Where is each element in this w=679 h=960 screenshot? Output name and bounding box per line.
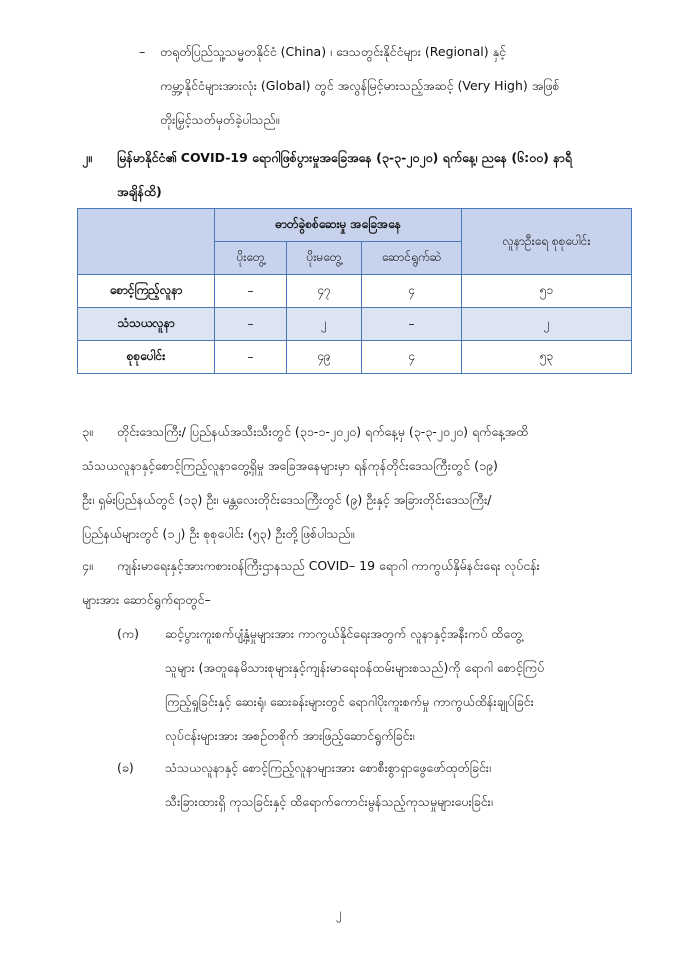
- negative-cell: ၂: [287, 308, 362, 341]
- negative-cell: ၄၉: [287, 341, 362, 374]
- section-2-number: ၂။: [82, 150, 92, 165]
- positive-cell: –: [215, 275, 287, 308]
- in-progress-header: ဆောင်ရွက်ဆဲ: [362, 242, 462, 275]
- total-patients-header: လူနာဦးရေ စုစုပေါင်း: [462, 209, 632, 275]
- positive-cell: –: [215, 341, 287, 374]
- in-progress-cell: ၄: [362, 275, 462, 308]
- table-row: [78, 308, 632, 341]
- row-label: စောင့်ကြည့်လူနာ: [78, 275, 215, 308]
- item-ka-line-3: ကြည့်ရှုခြင်းနှင့် ဆေးရုံ၊ ဆေးခန်းများတွင် ရောဂါပိုးကူးစက်မှု ကာကွယ်ထိန်းချုပ်ခြင်း: [165, 694, 534, 709]
- section-3-line-4: ပြည်နယ်များတွင် (၁၂) ဦး စုစုပေါင်း (၅၃) ဦးတို့ဖြစ်ပါသည်။: [82, 526, 355, 541]
- section-3-number: ၃။: [82, 424, 93, 439]
- section-2-heading-line-2: အချိန်ထိ): [117, 184, 162, 199]
- item-ka-line-1: ဆင့်ပွားကူးစက်ပျံ့နှံ့မှုများအား ကာကွယ်နိုင်ရေးအတွက် လူနာနှင့်အနီးကပ် ထိတွေ့: [165, 626, 523, 641]
- item-kha-line-1: သံသယလူနာနှင့် စောင့်ကြည့်လူနာများအား စောစီးစွာရှာဖွေဖော်ထုတ်ခြင်း၊: [165, 760, 491, 775]
- lab-test-status-header: ဓာတ်ခွဲစစ်ဆေးမှု အခြေအနေ: [215, 209, 462, 242]
- section-4-number: ၄။: [82, 558, 93, 573]
- section-3-line-2: သံသယလူနာနှင့်စောင့်ကြည့်လူနာတွေ့ရှိမှု အခြေအနေများမှာ ရန်ကုန်တိုင်းဒေသကြီးတွင် (၁၉): [82, 458, 498, 473]
- negative-header: ပိုးမတွေ့: [287, 242, 362, 275]
- bullet-line-2: ကမ္ဘာ့နိုင်ငံများအားလုံး (Global) တွင် အလွန်မြင့်မားသည့်အဆင့် (Very High) အဖြစ်: [160, 78, 560, 93]
- section-3-line-1: တိုင်းဒေသကြီး/ ပြည်နယ်အသီးသီးတွင် (၃၁-၁-၂၀၂၀) ရက်နေ့မှ (၃-၃-၂၀၂၀) ရက်နေ့အထိ: [117, 424, 529, 439]
- page-number: ၂: [336, 906, 342, 920]
- bullet-line-1: တရုတ်ပြည်သူ့သမ္မတနိုင်ငံ (China) ၊ ဒေသတွင်းနိုင်ငံများ (Regional) နှင့်: [160, 44, 506, 59]
- total-cell: ၅၃: [462, 341, 632, 374]
- positive-cell: –: [215, 308, 287, 341]
- table-row: [78, 341, 632, 374]
- section-4-line-2: များအား ဆောင်ရွက်ရာတွင်–: [82, 592, 211, 607]
- item-kha-line-2: သီးခြားထားရှိ ကုသခြင်းနှင့် ထိရောက်ကောင်းမွန်သည့်ကုသမှုများပေးခြင်း၊: [165, 794, 493, 809]
- item-ka-line-2: သူများ (အတူနေမိသားစုများနှင့်ကျန်းမာရေးဝန်ထမ်းများစသည်)ကို ရောဂါ စောင့်ကြပ်: [165, 660, 545, 675]
- bullet-dash: –: [139, 44, 146, 59]
- item-ka-line-4: လုပ်ငန်းများအား အစဉ်တစိုက် အားဖြည့်ဆောင်ရွက်ခြင်း၊: [165, 728, 415, 743]
- negative-cell: ၄၇: [287, 275, 362, 308]
- table-row: [78, 275, 632, 308]
- in-progress-cell: ၄: [362, 341, 462, 374]
- item-ka-marker: (က): [117, 626, 139, 641]
- bullet-line-3: တိုးမြှင့်သတ်မှတ်ခဲ့ပါသည်။: [160, 112, 280, 127]
- row-label: စုစုပေါင်း: [78, 341, 215, 374]
- section-2-heading-line-1: မြန်မာနိုင်ငံ၏ COVID-19 ရောဂါဖြစ်ပွားမှုအခြေအနေ (၃-၃-၂၀၂၀) ရက်နေ့၊ ညနေ (၆:၀၀) နာရီ: [117, 150, 573, 165]
- covid-status-table: [77, 208, 632, 374]
- item-kha-marker: (ခ): [117, 760, 134, 775]
- positive-header: ပိုးတွေ့: [215, 242, 287, 275]
- table-header-row: [78, 209, 632, 242]
- row-label: သံသယလူနာ: [78, 308, 215, 341]
- total-cell: ၅၁: [462, 275, 632, 308]
- section-3-line-3: ဦး၊ ရှမ်းပြည်နယ်တွင် (၁၃) ဦး၊ မန္တလေးတိုင်းဒေသကြီးတွင် (၉) ဦးနှင့် အခြားတိုင်းဒေသကြီး/: [82, 492, 492, 507]
- total-cell: ၂: [462, 308, 632, 341]
- section-4-line-1: ကျန်းမာရေးနှင့်အားကစားဝန်ကြီးဌာနသည် COVID– 19 ရောဂါ ကာကွယ်နှိမ်နင်းရေး လုပ်ငန်း: [117, 558, 540, 573]
- table-corner-cell: [78, 209, 215, 275]
- in-progress-cell: –: [362, 308, 462, 341]
